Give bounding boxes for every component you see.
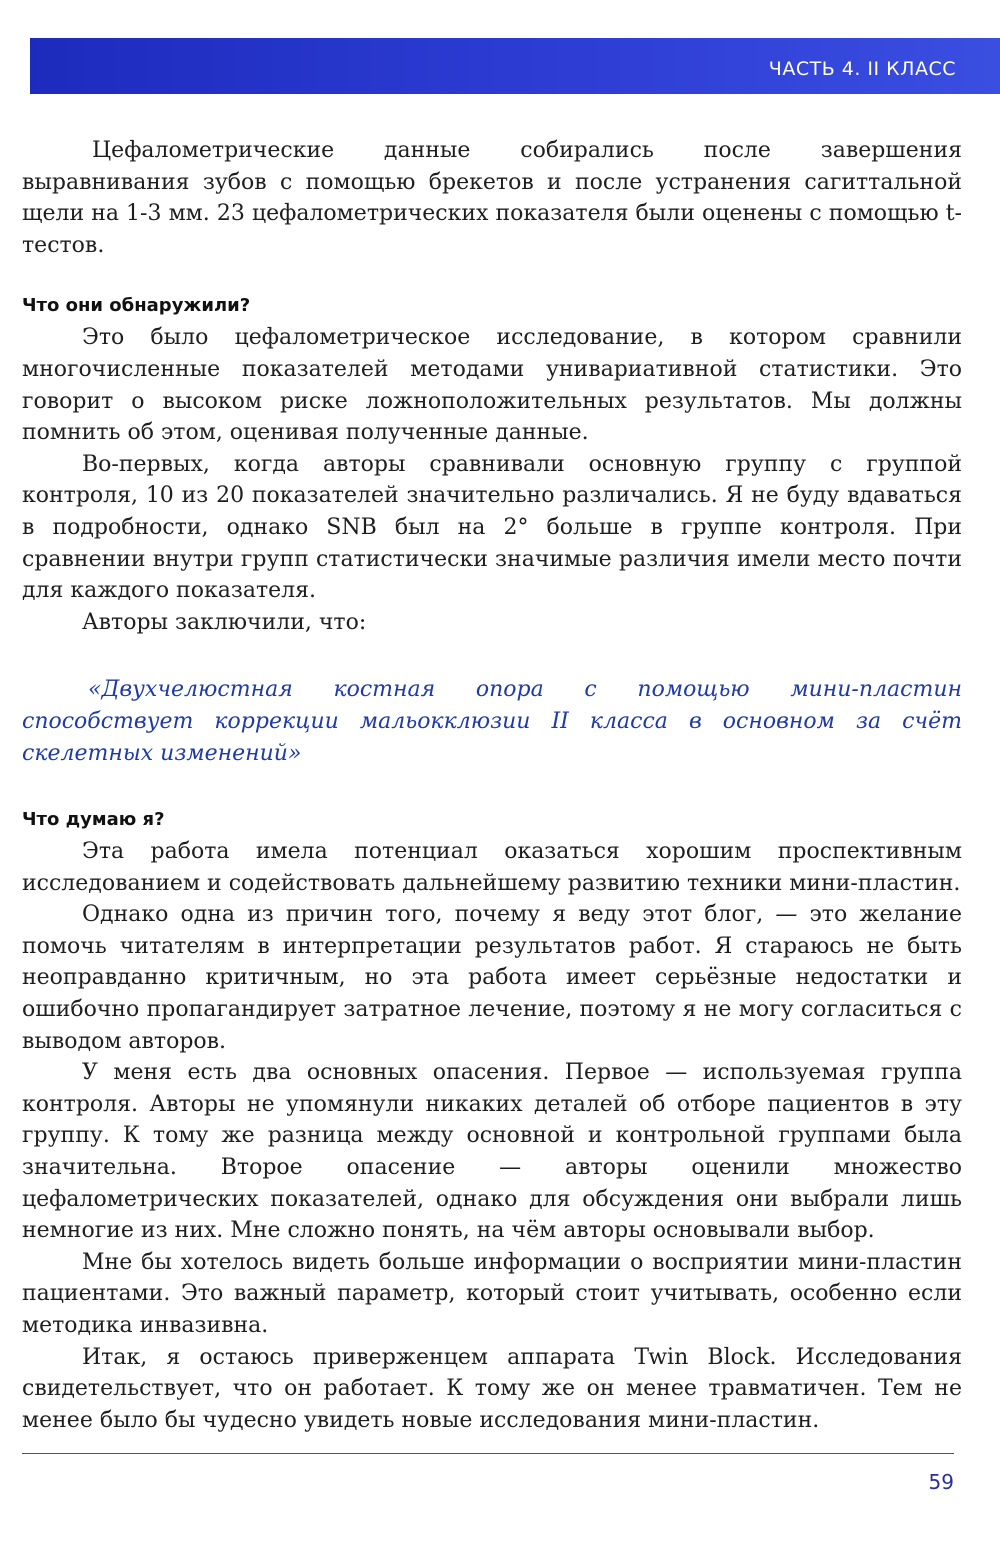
paragraph: Авторы заключили, что: xyxy=(82,609,367,635)
paragraph: Эта работа имела потенциал оказаться хорошим проспективным исследованием и содействовать дальнейшему развитию техники мини-пластин. xyxy=(22,839,962,896)
paragraph: Мне бы хотелось видеть больше информации о восприятии мини-пластин пациентами. Это важный параметр, который стоит учитывать, особенно если методика инвазивна. xyxy=(22,1249,962,1338)
paragraph: Однако одна из причин того, почему я веду этот блог, — это желание помочь читателям в интерпретации результатов работ. Я стараюсь не быть неоправданно критичным, но эта работа имеет серьёзные недостатки и ошибочно пропагандирует затратное лечение, поэтому я не могу согласиться с выводом авторов. xyxy=(22,902,962,1054)
page-number: 59 xyxy=(928,1470,954,1494)
section-heading-findings: Что они обнаружили? xyxy=(22,295,251,317)
paragraph: Итак, я остаюсь приверженцем аппарата Twin Block. Исследования свидетельствует, что он работает. К тому же он менее травматичен. Тем не менее было бы чудесно увидеть новые исследования мини-пластин. xyxy=(22,1344,962,1433)
paragraph: Это было цефалометрическое исследование, в котором сравнили многочисленные показателей методами унивариативной статистики. Это говорит о высоком риске ложноположительных результатов. Мы должны помнить об этом, оценивая полученные данные. xyxy=(22,325,962,446)
page-content xyxy=(22,135,962,1436)
paragraph: У меня есть два основных опасения. Первое — используемая группа контроля. Авторы не упомянули никаких деталей об отборе пациентов в эту группу. К тому же разница между основной и контрольной группами была значительна. Второе опасение — авторы оценили множество цефалометрических показателей, однако для обсуждения они выбрали лишь немногие из них. Мне сложно понять, на чём авторы основывали выбор. xyxy=(22,1060,962,1244)
header-title: ЧАСТЬ 4. II КЛАСС xyxy=(768,58,956,80)
authors-conclusion-quote: «Двухчелюстная костная опора с помощью мини-пластин способствует коррекции мальокклюзии II класса в основном за счёт скелетных изменений» xyxy=(22,677,962,766)
paragraph: Во-первых, когда авторы сравнивали основную группу с группой контроля, 10 из 20 показателей значительно различались. Я не буду вдаваться в подробности, однако SNB был на 2° больше в группе контроля. При сравнении внутри групп статистически значимые различия имели место почти для каждого показателя. xyxy=(22,451,962,604)
header-bar xyxy=(30,38,1000,94)
footer-divider xyxy=(22,1453,954,1454)
section-heading-opinion: Что думаю я? xyxy=(22,809,165,831)
intro-paragraph: Цефалометрические данные собирались после завершения выравнивания зубов с помощью брекетов и после устранения сагиттальной щели на 1-3 мм. 23 цефалометрических показателя были оценены с помощью t-тестов. xyxy=(22,138,962,258)
